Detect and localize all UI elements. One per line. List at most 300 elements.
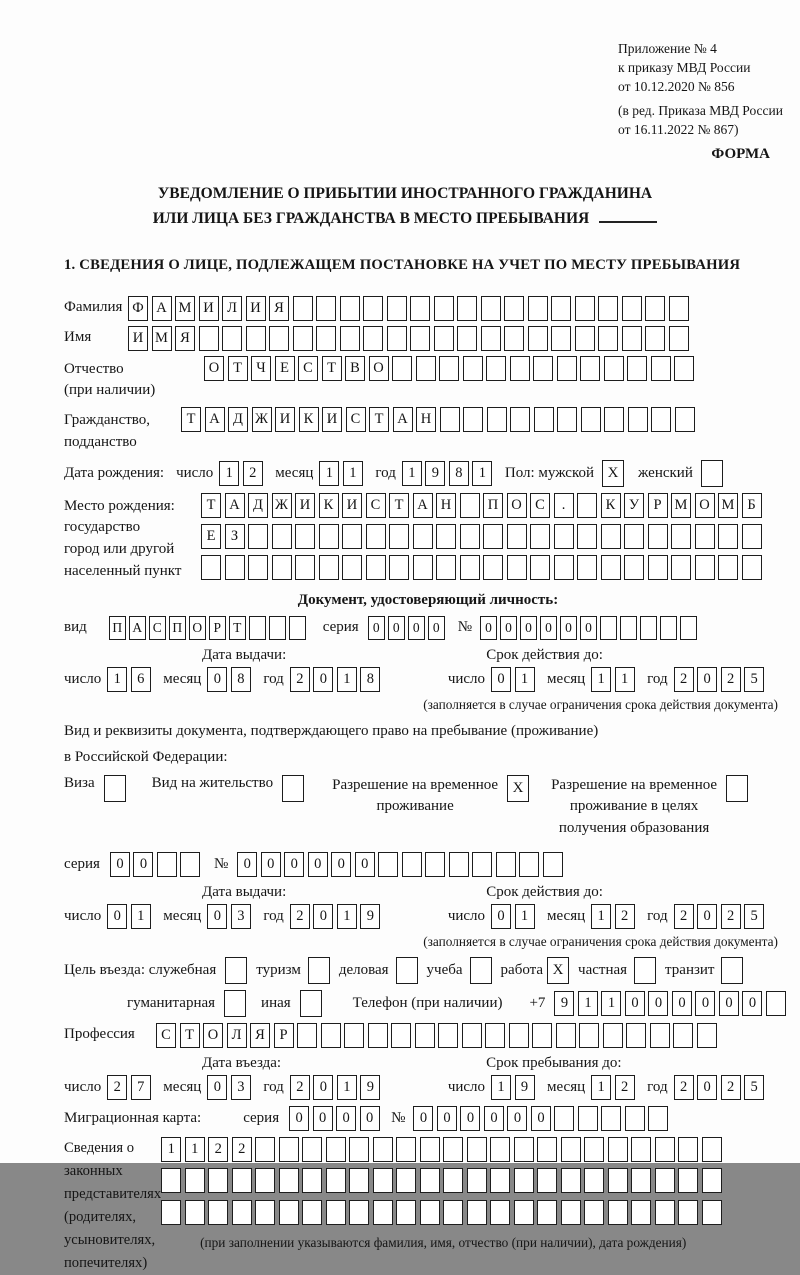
char-cell[interactable]: 9	[360, 1075, 380, 1100]
char-cell[interactable]	[420, 1200, 440, 1225]
char-cell[interactable]: Т	[322, 356, 342, 381]
char-cell[interactable]: Е	[201, 524, 221, 549]
char-cell[interactable]	[742, 524, 762, 549]
char-cell[interactable]	[443, 1137, 463, 1162]
char-cell[interactable]	[669, 296, 689, 321]
char-cell[interactable]: 0	[484, 1106, 504, 1131]
char-cell[interactable]	[255, 1200, 275, 1225]
char-cell[interactable]	[507, 555, 527, 580]
char-cell[interactable]	[674, 356, 694, 381]
char-cell[interactable]: 1	[491, 1075, 511, 1100]
char-cell[interactable]	[201, 555, 221, 580]
char-cell[interactable]: А	[129, 616, 146, 640]
char-cell[interactable]	[344, 1023, 364, 1048]
char-cell[interactable]	[533, 356, 553, 381]
char-cell[interactable]: 2	[674, 667, 694, 692]
char-cell[interactable]	[199, 326, 219, 351]
char-cell[interactable]	[415, 1023, 435, 1048]
char-cell[interactable]	[622, 296, 642, 321]
char-cell[interactable]: 2	[674, 1075, 694, 1100]
char-cell[interactable]	[420, 1168, 440, 1193]
char-cell[interactable]	[620, 616, 637, 640]
char-cell[interactable]: О	[369, 356, 389, 381]
char-cell[interactable]	[463, 407, 483, 432]
char-cell[interactable]: И	[246, 296, 266, 321]
char-cell[interactable]	[650, 1023, 670, 1048]
char-cell[interactable]	[557, 356, 577, 381]
char-cell[interactable]: Е	[275, 356, 295, 381]
char-cell[interactable]	[467, 1137, 487, 1162]
char-cell[interactable]	[496, 852, 516, 877]
char-cell[interactable]	[396, 1200, 416, 1225]
char-cell[interactable]: П	[169, 616, 186, 640]
char-cell[interactable]: А	[225, 493, 245, 518]
char-cell[interactable]	[532, 1023, 552, 1048]
char-cell[interactable]: 5	[744, 904, 764, 929]
char-cell[interactable]: Т	[228, 356, 248, 381]
char-cell[interactable]	[481, 296, 501, 321]
char-cell[interactable]	[507, 524, 527, 549]
char-cell[interactable]	[608, 1168, 628, 1193]
char-cell[interactable]	[678, 1200, 698, 1225]
char-cell[interactable]	[671, 555, 691, 580]
char-cell[interactable]: 3	[231, 904, 251, 929]
char-cell[interactable]	[248, 524, 268, 549]
char-cell[interactable]: 0	[207, 667, 227, 692]
char-cell[interactable]: 0	[648, 991, 668, 1016]
char-cell[interactable]	[648, 524, 668, 549]
char-cell[interactable]	[504, 296, 524, 321]
char-cell[interactable]: 1	[107, 667, 127, 692]
char-cell[interactable]	[342, 524, 362, 549]
char-cell[interactable]: 0	[491, 904, 511, 929]
char-cell[interactable]: 1	[319, 461, 339, 486]
char-cell[interactable]	[702, 1168, 722, 1193]
char-cell[interactable]: 0	[107, 904, 127, 929]
char-cell[interactable]: 8	[360, 667, 380, 692]
char-cell[interactable]	[660, 616, 677, 640]
char-cell[interactable]: 0	[237, 852, 257, 877]
char-cell[interactable]	[326, 1168, 346, 1193]
char-cell[interactable]: С	[530, 493, 550, 518]
char-cell[interactable]: 0	[695, 991, 715, 1016]
char-cell[interactable]: 0	[133, 852, 153, 877]
char-cell[interactable]	[601, 1106, 621, 1131]
char-cell[interactable]	[581, 407, 601, 432]
char-cell[interactable]: 0	[437, 1106, 457, 1131]
char-cell[interactable]	[561, 1168, 581, 1193]
checkbox-female[interactable]	[701, 460, 723, 487]
char-cell[interactable]: И	[128, 326, 148, 351]
char-cell[interactable]: В	[345, 356, 365, 381]
char-cell[interactable]	[697, 1023, 717, 1048]
char-cell[interactable]	[584, 1168, 604, 1193]
char-cell[interactable]	[631, 1200, 651, 1225]
char-cell[interactable]: 2	[615, 904, 635, 929]
char-cell[interactable]: 1	[578, 991, 598, 1016]
char-cell[interactable]: .	[554, 493, 574, 518]
char-cell[interactable]	[272, 555, 292, 580]
char-cell[interactable]	[279, 1168, 299, 1193]
char-cell[interactable]: Т	[369, 407, 389, 432]
char-cell[interactable]	[528, 326, 548, 351]
checkbox-official[interactable]	[225, 957, 247, 984]
char-cell[interactable]	[651, 356, 671, 381]
char-cell[interactable]	[460, 555, 480, 580]
checkbox-humanitarian[interactable]	[224, 990, 246, 1017]
char-cell[interactable]: 0	[480, 616, 497, 640]
char-cell[interactable]	[651, 407, 671, 432]
char-cell[interactable]	[434, 326, 454, 351]
char-cell[interactable]	[578, 1106, 598, 1131]
char-cell[interactable]	[467, 1168, 487, 1193]
char-cell[interactable]	[648, 555, 668, 580]
char-cell[interactable]	[514, 1168, 534, 1193]
char-cell[interactable]	[678, 1137, 698, 1162]
char-cell[interactable]	[648, 1106, 668, 1131]
char-cell[interactable]	[443, 1168, 463, 1193]
char-cell[interactable]: 0	[625, 991, 645, 1016]
char-cell[interactable]	[232, 1200, 252, 1225]
checkbox-residence-permit[interactable]	[282, 775, 304, 802]
char-cell[interactable]	[363, 326, 383, 351]
char-cell[interactable]: М	[718, 493, 738, 518]
char-cell[interactable]	[537, 1168, 557, 1193]
char-cell[interactable]: И	[342, 493, 362, 518]
char-cell[interactable]	[534, 407, 554, 432]
char-cell[interactable]: 1	[185, 1137, 205, 1162]
char-cell[interactable]	[425, 852, 445, 877]
char-cell[interactable]: 0	[313, 667, 333, 692]
char-cell[interactable]	[293, 296, 313, 321]
char-cell[interactable]	[225, 555, 245, 580]
char-cell[interactable]: 2	[107, 1075, 127, 1100]
checkbox-tourism[interactable]	[308, 957, 330, 984]
char-cell[interactable]	[510, 356, 530, 381]
char-cell[interactable]	[490, 1200, 510, 1225]
char-cell[interactable]	[436, 555, 456, 580]
char-cell[interactable]	[389, 524, 409, 549]
char-cell[interactable]	[530, 524, 550, 549]
char-cell[interactable]	[530, 555, 550, 580]
char-cell[interactable]	[561, 1200, 581, 1225]
char-cell[interactable]: Л	[222, 296, 242, 321]
char-cell[interactable]: А	[393, 407, 413, 432]
char-cell[interactable]: Р	[209, 616, 226, 640]
char-cell[interactable]	[378, 852, 398, 877]
char-cell[interactable]	[575, 296, 595, 321]
char-cell[interactable]: С	[298, 356, 318, 381]
char-cell[interactable]: О	[204, 356, 224, 381]
char-cell[interactable]	[457, 296, 477, 321]
char-cell[interactable]: 2	[290, 667, 310, 692]
char-cell[interactable]	[460, 493, 480, 518]
char-cell[interactable]	[255, 1168, 275, 1193]
char-cell[interactable]: 1	[591, 904, 611, 929]
char-cell[interactable]	[528, 296, 548, 321]
char-cell[interactable]: Я	[269, 296, 289, 321]
char-cell[interactable]	[551, 296, 571, 321]
char-cell[interactable]: К	[319, 493, 339, 518]
char-cell[interactable]	[622, 326, 642, 351]
char-cell[interactable]	[671, 524, 691, 549]
char-cell[interactable]	[161, 1200, 181, 1225]
char-cell[interactable]	[510, 407, 530, 432]
char-cell[interactable]: 0	[207, 1075, 227, 1100]
char-cell[interactable]	[577, 555, 597, 580]
char-cell[interactable]	[598, 326, 618, 351]
char-cell[interactable]: 1	[337, 1075, 357, 1100]
char-cell[interactable]	[485, 1023, 505, 1048]
char-cell[interactable]	[624, 524, 644, 549]
char-cell[interactable]	[373, 1200, 393, 1225]
char-cell[interactable]	[655, 1200, 675, 1225]
char-cell[interactable]	[222, 326, 242, 351]
char-cell[interactable]: 9	[515, 1075, 535, 1100]
char-cell[interactable]	[439, 356, 459, 381]
char-cell[interactable]: Ж	[272, 493, 292, 518]
char-cell[interactable]	[514, 1200, 534, 1225]
char-cell[interactable]: 2	[208, 1137, 228, 1162]
char-cell[interactable]	[678, 1168, 698, 1193]
checkbox-private[interactable]	[634, 957, 656, 984]
char-cell[interactable]: 2	[721, 904, 741, 929]
char-cell[interactable]	[248, 555, 268, 580]
char-cell[interactable]	[608, 1137, 628, 1162]
char-cell[interactable]: А	[152, 296, 172, 321]
char-cell[interactable]	[279, 1137, 299, 1162]
char-cell[interactable]: 1	[131, 904, 151, 929]
char-cell[interactable]: 0	[261, 852, 281, 877]
char-cell[interactable]	[675, 407, 695, 432]
char-cell[interactable]: Я	[250, 1023, 270, 1048]
char-cell[interactable]: 1	[219, 461, 239, 486]
char-cell[interactable]	[410, 296, 430, 321]
char-cell[interactable]	[673, 1023, 693, 1048]
char-cell[interactable]: 1	[591, 1075, 611, 1100]
char-cell[interactable]: Д	[228, 407, 248, 432]
char-cell[interactable]: И	[322, 407, 342, 432]
char-cell[interactable]: Н	[416, 407, 436, 432]
char-cell[interactable]	[655, 1137, 675, 1162]
char-cell[interactable]	[366, 524, 386, 549]
char-cell[interactable]	[604, 407, 624, 432]
char-cell[interactable]: 0	[308, 852, 328, 877]
char-cell[interactable]: 9	[425, 461, 445, 486]
char-cell[interactable]	[443, 1200, 463, 1225]
char-cell[interactable]	[249, 616, 266, 640]
char-cell[interactable]	[600, 616, 617, 640]
char-cell[interactable]	[604, 356, 624, 381]
char-cell[interactable]	[269, 326, 289, 351]
char-cell[interactable]: 1	[591, 667, 611, 692]
char-cell[interactable]	[509, 1023, 529, 1048]
char-cell[interactable]: 1	[472, 461, 492, 486]
char-cell[interactable]: У	[624, 493, 644, 518]
char-cell[interactable]: 0	[491, 667, 511, 692]
char-cell[interactable]	[255, 1137, 275, 1162]
char-cell[interactable]: 2	[615, 1075, 635, 1100]
char-cell[interactable]	[349, 1168, 369, 1193]
char-cell[interactable]	[438, 1023, 458, 1048]
char-cell[interactable]	[702, 1200, 722, 1225]
char-cell[interactable]	[543, 852, 563, 877]
char-cell[interactable]	[718, 555, 738, 580]
char-cell[interactable]: 1	[343, 461, 363, 486]
char-cell[interactable]	[326, 1200, 346, 1225]
char-cell[interactable]: 0	[360, 1106, 380, 1131]
char-cell[interactable]: А	[205, 407, 225, 432]
char-cell[interactable]: 0	[408, 616, 425, 640]
char-cell[interactable]	[269, 616, 286, 640]
char-cell[interactable]: 2	[721, 667, 741, 692]
char-cell[interactable]: Ч	[251, 356, 271, 381]
char-cell[interactable]	[601, 555, 621, 580]
char-cell[interactable]	[349, 1137, 369, 1162]
char-cell[interactable]	[483, 524, 503, 549]
char-cell[interactable]	[180, 852, 200, 877]
char-cell[interactable]	[391, 1023, 411, 1048]
char-cell[interactable]	[420, 1137, 440, 1162]
char-cell[interactable]: 0	[355, 852, 375, 877]
char-cell[interactable]	[416, 356, 436, 381]
char-cell[interactable]	[457, 326, 477, 351]
char-cell[interactable]	[575, 326, 595, 351]
char-cell[interactable]	[742, 555, 762, 580]
char-cell[interactable]: 0	[413, 1106, 433, 1131]
char-cell[interactable]: 1	[515, 904, 535, 929]
char-cell[interactable]	[504, 326, 524, 351]
char-cell[interactable]	[413, 555, 433, 580]
char-cell[interactable]: 6	[131, 667, 151, 692]
char-cell[interactable]	[514, 1137, 534, 1162]
char-cell[interactable]	[669, 326, 689, 351]
char-cell[interactable]: 1	[161, 1137, 181, 1162]
char-cell[interactable]	[460, 524, 480, 549]
char-cell[interactable]: 1	[337, 904, 357, 929]
char-cell[interactable]: 0	[672, 991, 692, 1016]
char-cell[interactable]: Т	[181, 407, 201, 432]
char-cell[interactable]	[577, 524, 597, 549]
char-cell[interactable]	[490, 1168, 510, 1193]
char-cell[interactable]	[487, 407, 507, 432]
char-cell[interactable]: П	[483, 493, 503, 518]
char-cell[interactable]	[402, 852, 422, 877]
char-cell[interactable]: 8	[231, 667, 251, 692]
char-cell[interactable]: 0	[742, 991, 762, 1016]
char-cell[interactable]: 0	[719, 991, 739, 1016]
char-cell[interactable]: 3	[231, 1075, 251, 1100]
char-cell[interactable]	[349, 1200, 369, 1225]
char-cell[interactable]: 2	[290, 904, 310, 929]
char-cell[interactable]: 0	[284, 852, 304, 877]
char-cell[interactable]: Д	[248, 493, 268, 518]
char-cell[interactable]: 0	[540, 616, 557, 640]
char-cell[interactable]: К	[299, 407, 319, 432]
char-cell[interactable]: О	[695, 493, 715, 518]
char-cell[interactable]: 2	[721, 1075, 741, 1100]
char-cell[interactable]	[387, 326, 407, 351]
char-cell[interactable]: 0	[697, 667, 717, 692]
char-cell[interactable]	[208, 1200, 228, 1225]
char-cell[interactable]: 2	[243, 461, 263, 486]
char-cell[interactable]: 5	[744, 667, 764, 692]
char-cell[interactable]	[584, 1137, 604, 1162]
char-cell[interactable]: С	[156, 1023, 176, 1048]
char-cell[interactable]	[410, 326, 430, 351]
char-cell[interactable]: 0	[531, 1106, 551, 1131]
char-cell[interactable]: М	[152, 326, 172, 351]
char-cell[interactable]: 0	[520, 616, 537, 640]
char-cell[interactable]: И	[295, 493, 315, 518]
char-cell[interactable]	[695, 524, 715, 549]
char-cell[interactable]	[302, 1168, 322, 1193]
char-cell[interactable]: С	[149, 616, 166, 640]
char-cell[interactable]: 0	[500, 616, 517, 640]
char-cell[interactable]	[321, 1023, 341, 1048]
char-cell[interactable]: 9	[360, 904, 380, 929]
char-cell[interactable]	[293, 326, 313, 351]
char-cell[interactable]: И	[199, 296, 219, 321]
char-cell[interactable]	[483, 555, 503, 580]
char-cell[interactable]	[363, 296, 383, 321]
char-cell[interactable]	[766, 991, 786, 1016]
char-cell[interactable]: 1	[402, 461, 422, 486]
char-cell[interactable]	[577, 493, 597, 518]
char-cell[interactable]	[302, 1137, 322, 1162]
char-cell[interactable]	[557, 407, 577, 432]
char-cell[interactable]	[157, 852, 177, 877]
char-cell[interactable]	[340, 296, 360, 321]
char-cell[interactable]: О	[189, 616, 206, 640]
checkbox-male[interactable]: X	[602, 460, 624, 487]
char-cell[interactable]: 5	[744, 1075, 764, 1100]
char-cell[interactable]: 0	[207, 904, 227, 929]
char-cell[interactable]	[519, 852, 539, 877]
char-cell[interactable]: 0	[289, 1106, 309, 1131]
char-cell[interactable]	[316, 296, 336, 321]
char-cell[interactable]: 1	[601, 991, 621, 1016]
char-cell[interactable]	[373, 1168, 393, 1193]
checkbox-business[interactable]	[396, 957, 418, 984]
char-cell[interactable]	[551, 326, 571, 351]
char-cell[interactable]	[472, 852, 492, 877]
char-cell[interactable]: 0	[368, 616, 385, 640]
char-cell[interactable]	[608, 1200, 628, 1225]
char-cell[interactable]	[366, 555, 386, 580]
char-cell[interactable]: 0	[460, 1106, 480, 1131]
char-cell[interactable]	[626, 1023, 646, 1048]
char-cell[interactable]: 7	[131, 1075, 151, 1100]
char-cell[interactable]	[319, 524, 339, 549]
char-cell[interactable]	[628, 407, 648, 432]
char-cell[interactable]	[185, 1168, 205, 1193]
checkbox-temp-residence[interactable]: X	[507, 775, 529, 802]
char-cell[interactable]: Ф	[128, 296, 148, 321]
char-cell[interactable]	[631, 1137, 651, 1162]
char-cell[interactable]	[208, 1168, 228, 1193]
char-cell[interactable]	[702, 1137, 722, 1162]
char-cell[interactable]	[486, 356, 506, 381]
char-cell[interactable]: 9	[554, 991, 574, 1016]
char-cell[interactable]	[440, 407, 460, 432]
char-cell[interactable]	[579, 1023, 599, 1048]
char-cell[interactable]	[302, 1200, 322, 1225]
char-cell[interactable]	[387, 296, 407, 321]
char-cell[interactable]: 2	[290, 1075, 310, 1100]
char-cell[interactable]: 0	[507, 1106, 527, 1131]
char-cell[interactable]	[434, 296, 454, 321]
